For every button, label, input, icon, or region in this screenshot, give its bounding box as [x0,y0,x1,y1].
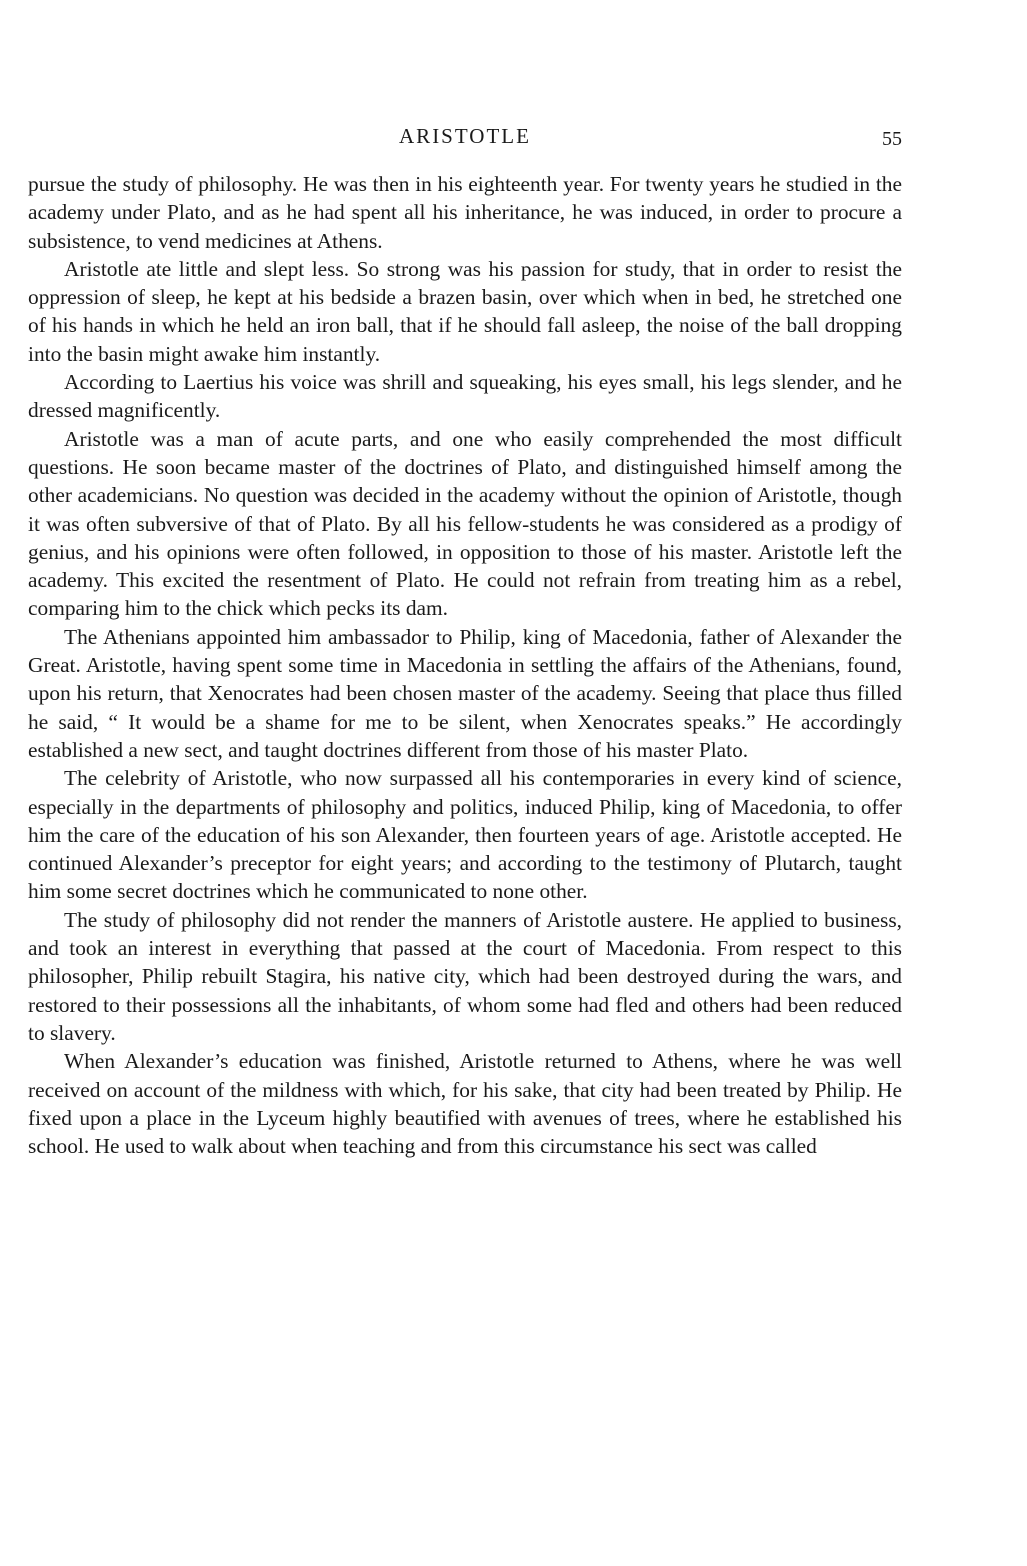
paragraph-appearance: According to Laertius his voice was shrill and squeaking, his eyes small, his legs slender, and he dressed magnificently. [28,370,902,423]
paragraph-lyceum: When Alexander’s education was finished, Aristotle returned to Athens, where he was well received on account of the mildness with which, for his sake, that city had been treated by Philip. He fixed upon a place in the Lyceum highly beautified with avenues of trees, where he established his school. He used to walk about when teaching and from this circumstance his sect was called [28,1049,902,1159]
paragraph-macedonia: The study of philosophy did not render the manners of Aristotle austere. He applied to business, and took an interest in everything that passed at the court of Macedonia. From respect to this philosopher, Philip rebuilt Stagira, his native city, which had been destroyed during the wars, and restored to their possessions all the inhabitants, of whom some had fled and others had been reduced to slavery. [28,907,902,1045]
running-title: ARISTOTLE [399,124,531,148]
paragraph-ambassador: The Athenians appointed him ambassador to Philip, king of Macedonia, father of Alexander the Great. Aristotle, having spent some time in Macedonia in settling the affairs of the Athenians, found, upon his return, that Xenocrates had been chosen master of the academy. Seeing that place thus filled he said, “ It would be a shame for me to be silent, when Xenocrates speaks.” He accordingly established a new sect, and taught doctrines different from those of his master Plato. [28,624,902,762]
text-body [28,170,902,1160]
paragraph-sleep-habits: Aristotle ate little and slept less. So strong was his passion for study, that in order to resist the oppression of sleep, he kept at his bedside a brazen basin, over which when in bed, he stretched one of his hands in which he held an iron ball, that if he should fall asleep, the noise of the ball dropping into the basin might awake him instantly. [28,256,902,366]
page-number: 55 [882,128,902,150]
paragraph-continued: pursue the study of philosophy. He was then in his eighteenth year. For twenty years he studied in the academy under Plato, and as he had spent all his inheritance, he was induced, in order to procure a subsistence, to vend medicines at Athens. [28,172,902,253]
running-head [28,122,902,152]
paragraph-preceptor: The celebrity of Aristotle, who now surpassed all his contemporaries in every kind of science, especially in the departments of philosophy and politics, induced Philip, king of Macedonia, to offer him the care of the education of his son Alexander, then fourteen years of age. Aristotle accepted. He continued Alexander’s preceptor for eight years; and according to the testimony of Plutarch, taught him some secret doctrines which he communicated to none other. [28,766,902,904]
paragraph-academy: Aristotle was a man of acute parts, and one who easily comprehended the most difficult questions. He soon became master of the doctrines of Plato, and distinguished himself among the other academicians. No question was decided in the academy without the opinion of Aristotle, though it was often subversive of that of Plato. By all his fellow-students he was considered as a prodigy of genius, and his opinions were often followed, in opposition to those of his master. Aristotle left the academy. This excited the resentment of Plato. He could not refrain from treating him as a rebel, comparing him to the chick which pecks its dam. [28,426,902,621]
